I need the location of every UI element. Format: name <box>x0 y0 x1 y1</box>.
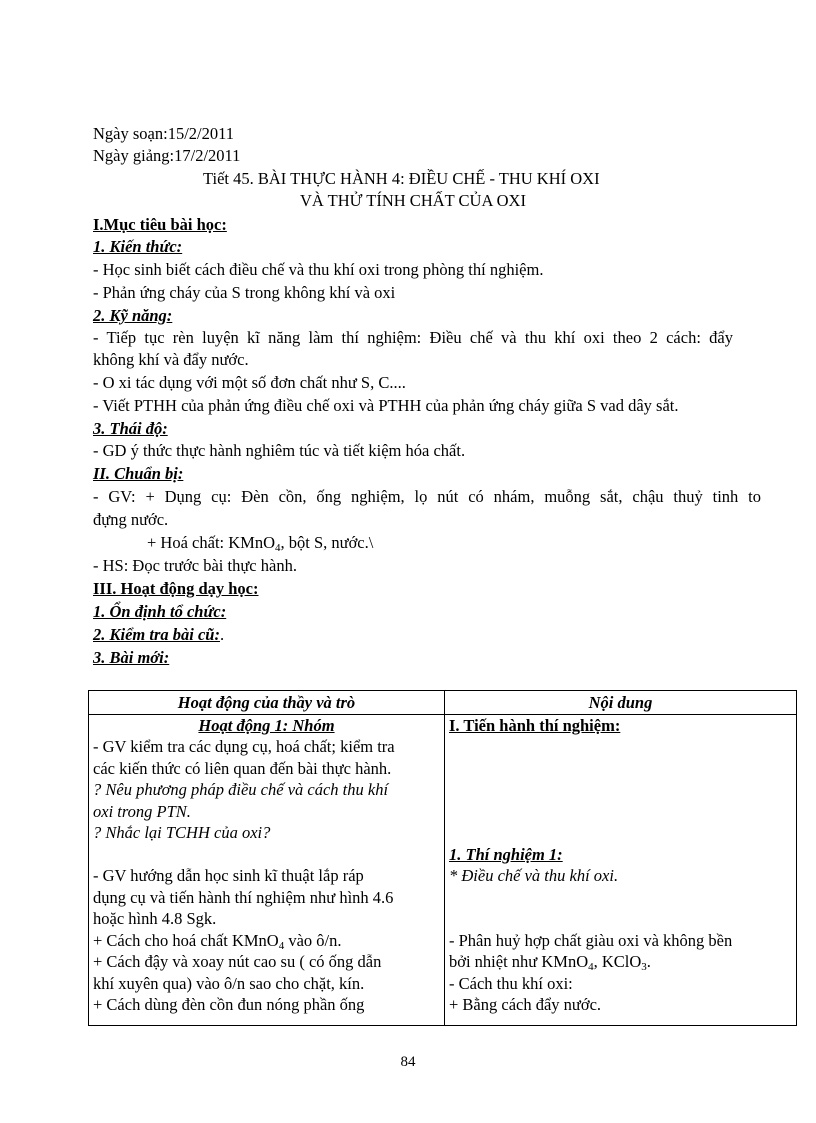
left-line: dụng cụ và tiến hành thí nghiệm như hình 4.6 <box>93 887 394 907</box>
chuan-bi-heading: II. Chuẩn bị: <box>93 464 184 483</box>
spacer <box>449 887 792 930</box>
l6-subscript: 4 <box>278 939 285 952</box>
ky-nang-item: - Viết PTHH của phản ứng điều chế oxi và PTHH của phản ứng cháy giữa S vad dây sắt. <box>93 396 679 415</box>
question-line: ? Nhắc lại TCHH của oxi? <box>93 823 271 842</box>
spacer <box>93 844 440 866</box>
col-header-noi-dung: Nội dung <box>445 691 797 715</box>
right-cell <box>445 714 797 1025</box>
table-row <box>89 714 797 1025</box>
hoa-chat-suffix: , bột S, nước.\ <box>280 533 374 552</box>
col-header-hoat-dong: Hoạt động của thầy và trò <box>89 691 445 715</box>
kiem-tra-tail: . <box>219 625 225 644</box>
right-line <box>449 951 792 973</box>
left-line: - GV hướng dẫn học sinh kĩ thuật lắp ráp <box>93 866 364 885</box>
hoat-dong-1-label: Hoạt động 1: Nhóm <box>198 715 335 735</box>
ngay-giang: Ngày giảng:17/2/2011 <box>93 146 241 165</box>
bai-moi-heading: 3. Bài mới: <box>93 648 170 667</box>
r2-suffix: . <box>646 952 651 971</box>
left-line: hoặc hình 4.8 Sgk. <box>93 909 217 928</box>
ky-nang-item: - Tiếp tục rèn luyện kĩ năng làm thí nghiệm: Điều chế và thu khí oxi theo 2 cách: đẩy <box>93 328 733 347</box>
thi-nghiem-1-heading: 1. Thí nghiệm 1: <box>449 844 563 864</box>
left-line: - GV kiểm tra các dụng cụ, hoá chất; kiểm tra <box>93 737 395 756</box>
gv-chuan-bi-line2: đựng nước. <box>93 510 169 529</box>
kiem-tra-line <box>93 625 224 645</box>
tien-hanh-heading: I. Tiến hành thí nghiệm: <box>449 715 621 735</box>
r2-subscript-2: 3 <box>641 961 647 973</box>
kiem-tra-heading: 2. Kiểm tra bài cũ: <box>93 625 220 644</box>
left-line: các kiến thức có liên quan đến bài thực hành. <box>93 758 392 778</box>
kien-thuc-item: - Phản ứng cháy của S trong không khí và oxi <box>93 283 396 302</box>
r2-prefix: bởi nhiệt như KMnO <box>449 952 589 971</box>
hs-chuan-bi: - HS: Đọc trước bài thực hành. <box>93 556 297 575</box>
activity-table <box>88 690 797 1026</box>
left-cell <box>89 714 445 1025</box>
l6-prefix: + Cách cho hoá chất KMnO <box>93 930 279 950</box>
question-line: ? Nêu phương pháp điều chế và cách thu khí <box>93 780 389 799</box>
question-line: oxi trong PTN. <box>93 801 191 821</box>
thai-do-item: - GD ý thức thực hành nghiêm túc và tiết kiệm hóa chất. <box>93 441 466 460</box>
spacer <box>449 736 792 844</box>
on-dinh-heading: 1. Ổn định tổ chức: <box>93 602 227 621</box>
lesson-title-line2: VÀ THỬ TÍNH CHẤT CỦA OXI <box>300 191 526 210</box>
left-line: + Cách đậy và xoay nút cao su ( có ống dẫn <box>93 952 382 971</box>
r2-subscript-1: 4 <box>588 961 594 973</box>
ky-nang-heading: 2. Kỹ năng: <box>93 306 173 325</box>
ky-nang-item: không khí và đẩy nước. <box>93 350 249 369</box>
section-muc-tieu-heading: I.Mục tiêu bài học: <box>93 215 227 234</box>
left-line: + Cách dùng đèn cồn đun nóng phần ống <box>93 995 365 1014</box>
ky-nang-item: - O xi tác dụng với một số đơn chất như S, C.... <box>93 373 406 392</box>
page-number: 84 <box>400 1054 416 1070</box>
table-header-row <box>89 691 797 715</box>
hoa-chat-prefix: + Hoá chất: KMnO <box>147 533 275 552</box>
thi-nghiem-1-desc: * Điều chế và thu khí oxi. <box>449 866 619 885</box>
r2-mid: , KClO <box>593 952 642 971</box>
kien-thuc-item: - Học sinh biết cách điều chế và thu khí oxi trong phòng thí nghiệm. <box>93 260 544 279</box>
kien-thuc-heading: 1. Kiến thức: <box>93 237 183 256</box>
thai-do-heading: 3. Thái độ: <box>93 419 168 438</box>
hoa-chat-subscript: 4 <box>275 542 281 554</box>
gv-chuan-bi-line1: - GV: + Dụng cụ: Đèn cồn, ống nghiệm, lọ nút có nhám, muỗng sắt, chậu thuỷ tinh to <box>93 487 761 506</box>
right-line: + Bằng cách đẩy nước. <box>449 995 602 1014</box>
hoat-dong-heading: III. Hoạt động dạy học: <box>93 579 259 598</box>
lesson-title-line1: Tiết 45. BÀI THỰC HÀNH 4: ĐIỀU CHẾ - THU KHÍ OXI <box>203 169 600 188</box>
hoa-chat-line <box>147 533 373 553</box>
right-line: - Cách thu khí oxi: <box>449 973 573 993</box>
l6-suffix: vào ô/n. <box>284 930 342 950</box>
right-line: - Phân huỷ hợp chất giàu oxi và không bền <box>449 930 733 950</box>
ngay-soan: Ngày soạn:15/2/2011 <box>93 124 234 143</box>
left-line: khí xuyên qua) vào ô/n sao cho chặt, kín. <box>93 973 365 993</box>
left-line <box>93 930 440 952</box>
